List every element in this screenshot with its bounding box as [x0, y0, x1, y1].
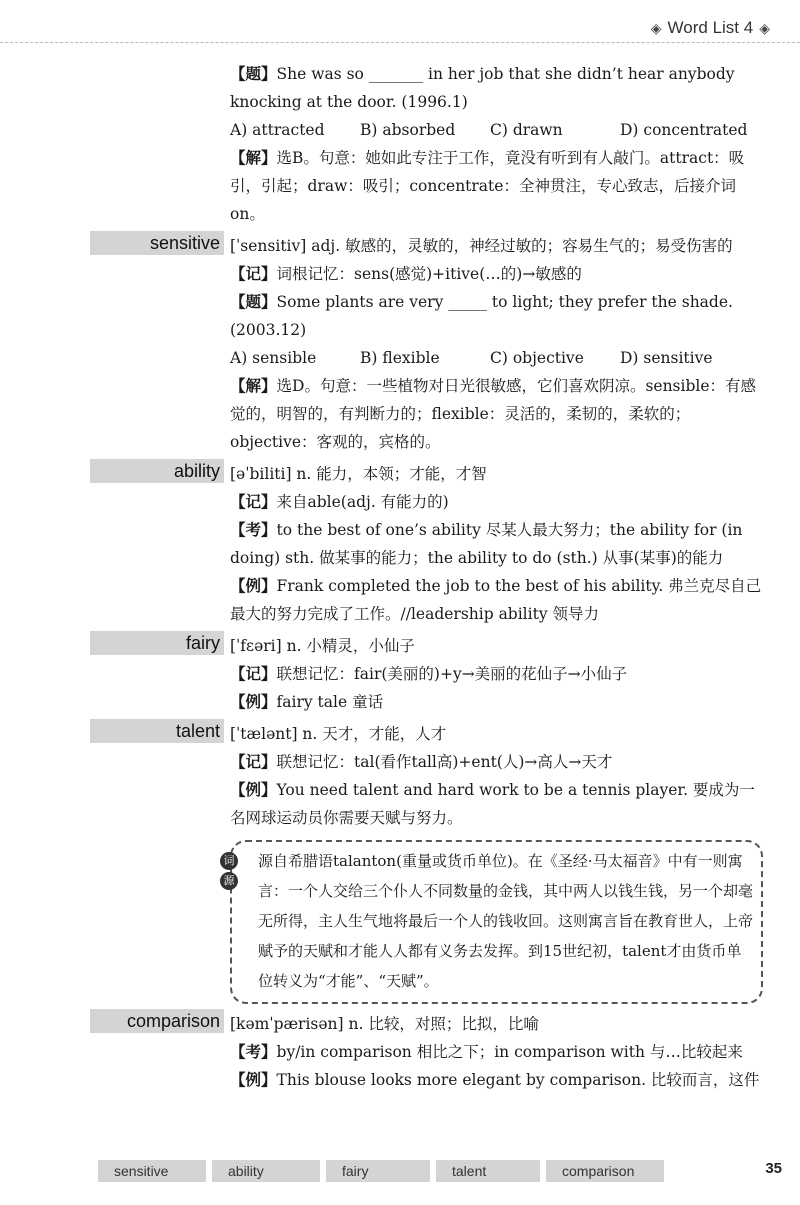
definition: [ˈsensitiv] adj. 敏感的，灵敏的，神经过敏的；容易生气的；易受伤害的 — [230, 237, 733, 255]
diamond-icon: ◈ — [759, 19, 770, 36]
entry-sensitive — [149, 232, 763, 456]
entry-talent — [175, 720, 763, 1004]
running-header — [651, 18, 770, 38]
tag-label: 【考】 — [230, 520, 277, 539]
header-divider — [0, 42, 800, 43]
entry-line — [230, 748, 763, 776]
entry-line — [230, 660, 763, 688]
footer-tab: fairy — [326, 1160, 430, 1182]
entry-line — [230, 288, 763, 344]
option: D) concentrated — [620, 121, 748, 139]
tag-label: 【考】 — [230, 1042, 277, 1061]
etymology-badge-icon — [220, 852, 238, 890]
entry-line — [230, 776, 763, 832]
page-content — [126, 60, 763, 1094]
tag-label: 【题】 — [230, 64, 277, 83]
answer-text: 选B。句意：她如此专注于工作，竟没有听到有人敲门。attract：吸引，引起；draw：吸引；concentrate：全神贯注，专心致志，后接介词on。 — [230, 149, 745, 223]
entry-line — [230, 516, 763, 572]
tag-label: 【例】 — [230, 780, 277, 799]
entry-comparison — [126, 1010, 763, 1094]
option: D) sensitive — [620, 349, 713, 367]
headword: talent — [90, 719, 224, 743]
footer-tabs — [98, 1160, 758, 1182]
line-text: 联想记忆：fair(美丽的)+y→美丽的花仙子→小仙子 — [276, 665, 628, 683]
badge-char: 源 — [220, 872, 238, 890]
line-text: fairy tale 童话 — [276, 693, 384, 711]
entry-ability — [173, 460, 763, 628]
entry-line — [230, 260, 763, 288]
line-text: 词根记忆：sens(感觉)+itive(…的)→敏感的 — [276, 265, 582, 283]
options-row — [230, 344, 763, 372]
etymology-text: 源自希腊语talanton(重量或货币单位)。在《圣经·马太福音》中有一则寓言：一个人交给三个仆人不同数量的金钱，其中两人以钱生钱，另一个却毫无所得，主人生气地将最后一个人的钱收回。这则寓言旨在教育世人，上帝赋予的天赋和才能人人都有义务去发挥。到15世纪初，talent才由货币单位转义为“才能”、“天赋”。 — [258, 852, 754, 990]
definition: [ˈfɛəri] n. 小精灵，小仙子 — [230, 637, 415, 655]
option: C) objective — [490, 349, 584, 367]
option: B) absorbed — [360, 121, 456, 139]
footer-tab: sensitive — [98, 1160, 206, 1182]
tag-label: 【例】 — [230, 692, 277, 711]
tag-label: 【记】 — [230, 752, 277, 771]
entry-line — [230, 1066, 763, 1094]
line-text: by/in comparison 相比之下；in comparison with 与…比较起来 — [276, 1043, 743, 1061]
entry-line — [230, 572, 763, 628]
line-text: You need talent and hard work to be a tennis player. 要成为一名网球运动员你需要天赋与努力。 — [230, 781, 755, 827]
option: C) drawn — [490, 121, 563, 139]
tag-label: 【记】 — [230, 264, 277, 283]
options-row — [230, 116, 763, 144]
line-text: 选D。句意：一些植物对日光很敏感，它们喜欢阴凉。sensible：有感觉的，明智的，有判断力的；flexible：灵活的，柔韧的，柔软的；objective：客观的，宾格的。 — [230, 377, 757, 451]
tag-label: 【题】 — [230, 292, 277, 311]
entry-line — [230, 688, 763, 716]
headword: sensitive — [90, 231, 224, 255]
line-text: 联想记忆：tal(看作tall高)+ent(人)→高人→天才 — [276, 753, 613, 771]
line-text: Some plants are very _____ to light; they prefer the shade. (2003.12) — [230, 293, 733, 339]
tag-label: 【解】 — [230, 376, 277, 395]
question-text: She was so _______ in her job that she didn’t hear anybody knocking at the door. (1996.1) — [230, 65, 735, 111]
entry-line — [230, 372, 763, 456]
option: B) flexible — [360, 349, 440, 367]
tag-label: 【解】 — [230, 148, 277, 167]
entry-line — [230, 1038, 763, 1066]
definition: [əˈbiliti] n. 能力，本领；才能，才智 — [230, 465, 487, 483]
footer-tab: talent — [436, 1160, 540, 1182]
etymology-box — [223, 840, 763, 1004]
definition: [ˈtælənt] n. 天才，才能，人才 — [230, 725, 447, 743]
definition: [kəmˈpærisən] n. 比较，对照；比拟，比喻 — [230, 1015, 539, 1033]
line-text: This blouse looks more elegant by comparison. 比较而言，这件 — [276, 1071, 760, 1089]
headword: comparison — [90, 1009, 224, 1033]
line-text: Frank completed the job to the best of his ability. 弗兰克尽自己最大的努力完成了工作。//leadership ability 领导力 — [230, 577, 762, 623]
tag-label: 【记】 — [230, 492, 277, 511]
page-number: 35 — [765, 1160, 782, 1177]
headword: fairy — [90, 631, 224, 655]
entry-fairy — [185, 632, 763, 716]
badge-char: 词 — [220, 852, 238, 870]
headword: ability — [90, 459, 224, 483]
entry-line — [230, 488, 763, 516]
footer-tab: comparison — [546, 1160, 664, 1182]
answer-block — [230, 144, 763, 228]
line-text: 来自able(adj. 有能力的) — [276, 493, 449, 511]
option: A) attracted — [230, 121, 325, 139]
tag-label: 【例】 — [230, 576, 277, 595]
diamond-icon: ◈ — [650, 19, 662, 36]
tag-label: 【记】 — [230, 664, 277, 683]
option: A) sensible — [230, 349, 317, 367]
header-title: Word List 4 — [667, 18, 754, 37]
footer-tab: ability — [212, 1160, 320, 1182]
line-text: to the best of one’s ability 尽某人最大努力；the ability for (in doing) sth. 做某事的能力；the ability to do (sth.) 从事(某事)的能力 — [230, 521, 743, 567]
tag-label: 【例】 — [230, 1070, 277, 1089]
question-block — [230, 60, 763, 116]
